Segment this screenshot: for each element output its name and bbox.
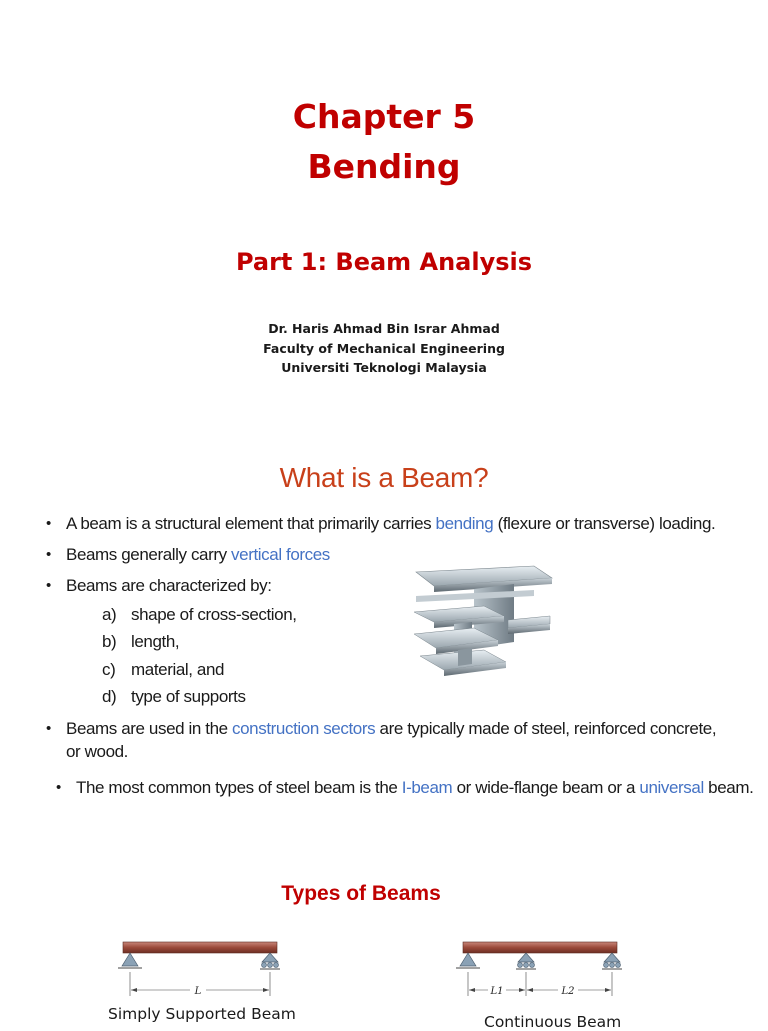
section-heading: What is a Beam? xyxy=(279,462,489,493)
bullet-text xyxy=(66,718,716,740)
continuous-beam-caption: Continuous Beam xyxy=(484,1013,622,1031)
sub-list-item xyxy=(102,604,362,626)
sub-list-item xyxy=(102,631,362,653)
bullet-item xyxy=(46,718,746,764)
beam-body xyxy=(123,942,277,953)
bullet-text-part: (flexure or transverse) loading. xyxy=(493,514,716,533)
highlight-i-beam: I-beam xyxy=(401,778,453,797)
bullet-text-part: A beam is a structural element that primarily carries xyxy=(66,514,436,533)
sub-list-letter: a) xyxy=(102,605,117,624)
bullet-text xyxy=(66,544,330,566)
sub-list-text: length, xyxy=(131,632,180,651)
roller-support-icon xyxy=(604,953,620,962)
beam-body xyxy=(463,942,617,953)
steel-ibeams-image xyxy=(414,562,554,680)
bullet-text xyxy=(66,513,715,535)
types-of-beams-title: Types of Beams xyxy=(281,882,441,905)
bullet-text-part: The most common types of steel beam is the xyxy=(76,778,402,797)
bullet-dot: • xyxy=(46,577,51,594)
roller-support-icon xyxy=(262,953,278,962)
continuous-beam-diagram xyxy=(450,938,630,1000)
bullet-dot: • xyxy=(46,515,51,532)
roller-support-icon xyxy=(518,953,534,962)
author-university: Universiti Teknologi Malaysia xyxy=(281,360,487,375)
pin-support-icon xyxy=(122,953,138,966)
sub-list-item xyxy=(102,686,362,708)
highlight-vertical-forces: vertical forces xyxy=(231,545,330,564)
bullet-text-part: or wide-flange beam or a xyxy=(452,778,640,797)
sub-list-text: shape of cross-section, xyxy=(131,605,297,624)
pin-support-icon xyxy=(460,953,476,966)
highlight-construction-sectors: construction sectors xyxy=(232,719,376,738)
span-label-l1: L1 xyxy=(490,986,504,997)
sub-list-text: material, and xyxy=(131,660,225,679)
sub-list-letter: b) xyxy=(102,632,117,651)
sub-list-letter: c) xyxy=(102,660,116,679)
chapter-title xyxy=(0,94,768,190)
bullet-dot: • xyxy=(56,779,61,796)
highlight-universal: universal xyxy=(639,778,704,797)
bullet-item xyxy=(46,544,446,566)
bullet-text-part: are typically made of steel, reinforced concrete, xyxy=(375,719,717,738)
author-name: Dr. Haris Ahmad Bin Israr Ahmad xyxy=(268,321,500,336)
part-title: Part 1: Beam Analysis xyxy=(235,248,533,276)
simply-supported-beam-diagram xyxy=(110,938,290,1000)
bullet-dot: • xyxy=(46,546,51,563)
author-faculty: Faculty of Mechanical Engineering xyxy=(263,341,505,356)
sub-list-letter: d) xyxy=(102,687,117,706)
simply-supported-caption: Simply Supported Beam xyxy=(108,1005,296,1023)
bullet-text-part: Beams generally carry xyxy=(66,545,232,564)
chapter-number: Chapter 5 xyxy=(292,97,476,136)
bullet-text: Beams are characterized by: xyxy=(66,576,272,595)
span-label-l: L xyxy=(194,986,202,997)
bullet-text-line2: or wood. xyxy=(66,742,129,761)
sub-list-text: type of supports xyxy=(131,687,246,706)
chapter-topic: Bending xyxy=(307,147,461,186)
sub-list-item xyxy=(102,659,362,681)
bullet-item xyxy=(46,575,376,597)
bullet-dot: • xyxy=(46,720,51,737)
highlight-bending: bending xyxy=(435,514,494,533)
bullet-text xyxy=(76,777,753,799)
bullet-item xyxy=(46,513,746,535)
span-label-l2: L2 xyxy=(561,986,575,997)
bullet-text-part: beam. xyxy=(703,778,754,797)
bullet-text-part: Beams are used in the xyxy=(66,719,233,738)
bullet-item xyxy=(56,777,756,799)
